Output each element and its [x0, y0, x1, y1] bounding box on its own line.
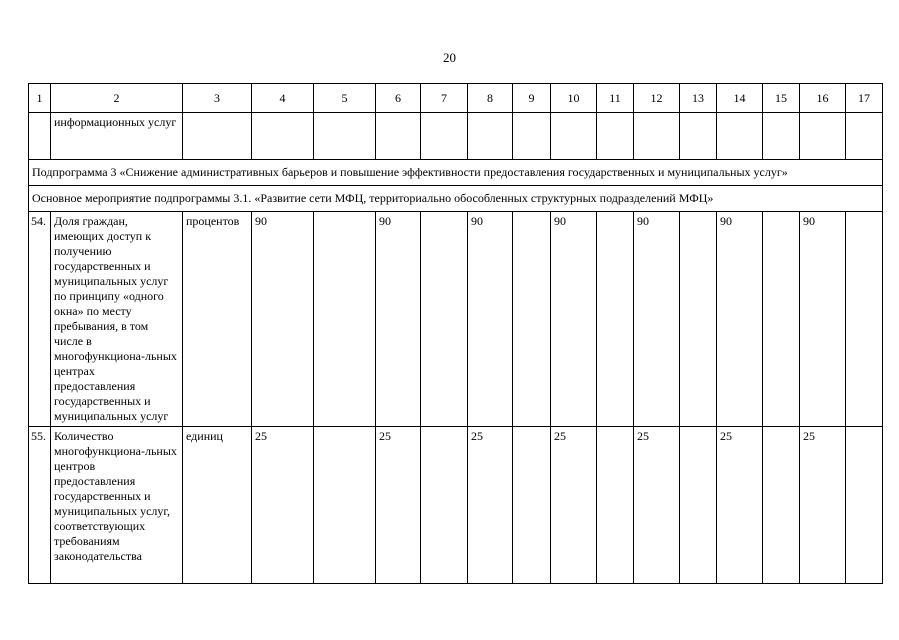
table-cell: [680, 113, 717, 160]
value-cell: [513, 427, 551, 584]
value-cell: [763, 212, 800, 427]
column-header: 2: [51, 84, 183, 113]
table-cell: [800, 113, 846, 160]
value-cell: [846, 427, 883, 584]
column-header: 16: [800, 84, 846, 113]
column-header: 10: [551, 84, 597, 113]
value-cell: [846, 212, 883, 427]
value-cell: [680, 427, 717, 584]
table-cell: [846, 113, 883, 160]
value-cell: 90: [376, 212, 421, 427]
value-cell: 90: [634, 212, 680, 427]
table-row: [29, 427, 883, 584]
column-header: 14: [717, 84, 763, 113]
value-cell: 25: [252, 427, 314, 584]
table-cell: [763, 113, 800, 160]
column-header: 6: [376, 84, 421, 113]
column-header: 12: [634, 84, 680, 113]
column-header: 17: [846, 84, 883, 113]
table-cell: [183, 113, 252, 160]
row-number: 54.: [29, 212, 51, 427]
table-row: [29, 212, 883, 427]
value-cell: 25: [468, 427, 513, 584]
value-cell: 90: [468, 212, 513, 427]
continuation-text: информационных услуг: [51, 113, 183, 160]
table-cell: [597, 113, 634, 160]
value-cell: 90: [800, 212, 846, 427]
column-header: 9: [513, 84, 551, 113]
value-cell: 25: [717, 427, 763, 584]
value-cell: [421, 212, 468, 427]
table-cell: [468, 113, 513, 160]
column-header: 7: [421, 84, 468, 113]
indicators-table: [28, 83, 883, 584]
table-cell: [314, 113, 376, 160]
column-header: 11: [597, 84, 634, 113]
value-cell: 90: [252, 212, 314, 427]
column-header: 8: [468, 84, 513, 113]
subprogram-title: Подпрограмма 3 «Снижение административных барьеров и повышение эффективности предоставления государственных и муниципальных услуг»: [29, 160, 883, 186]
value-cell: [597, 212, 634, 427]
table-cell: [513, 113, 551, 160]
column-header: 1: [29, 84, 51, 113]
value-cell: [314, 427, 376, 584]
subprogram-row: [29, 160, 883, 186]
page-number: 20: [443, 50, 456, 65]
value-cell: [763, 427, 800, 584]
value-cell: [597, 427, 634, 584]
continuation-row: [29, 113, 883, 160]
column-header: 13: [680, 84, 717, 113]
table-cell: [252, 113, 314, 160]
table-cell: [717, 113, 763, 160]
value-cell: 90: [717, 212, 763, 427]
unit-cell: единиц: [183, 427, 252, 584]
unit-cell: процентов: [183, 212, 252, 427]
value-cell: [421, 427, 468, 584]
value-cell: 90: [551, 212, 597, 427]
value-cell: 25: [376, 427, 421, 584]
column-header: 3: [183, 84, 252, 113]
main-activity-title: Основное мероприятие подпрограммы 3.1. «Развитие сети МФЦ, территориально обособленных структурных подразделений МФЦ»: [29, 186, 883, 212]
table-cell: [421, 113, 468, 160]
main-activity-row: [29, 186, 883, 212]
column-header: 5: [314, 84, 376, 113]
indicator-name: Доля граждан, имеющих доступ к получению государственных и муниципальных услуг по принципу «одного окна» по месту пребывания, в том числе в многофункциона-льных центрах предоставления государственных и муниципальных услуг: [51, 212, 183, 427]
value-cell: 25: [800, 427, 846, 584]
column-header: 4: [252, 84, 314, 113]
table-cell: [29, 113, 51, 160]
value-cell: 25: [551, 427, 597, 584]
row-number: 55.: [29, 427, 51, 584]
table-cell: [376, 113, 421, 160]
value-cell: [314, 212, 376, 427]
table-cell: [551, 113, 597, 160]
value-cell: [680, 212, 717, 427]
table-cell: [634, 113, 680, 160]
value-cell: 25: [634, 427, 680, 584]
value-cell: [513, 212, 551, 427]
column-header: 15: [763, 84, 800, 113]
column-number-row: [29, 84, 883, 113]
indicator-name: Количество многофункциона-льных центров предоставления государственных и муниципальных услуг, соответствующих требованиям законодательства: [51, 427, 183, 584]
